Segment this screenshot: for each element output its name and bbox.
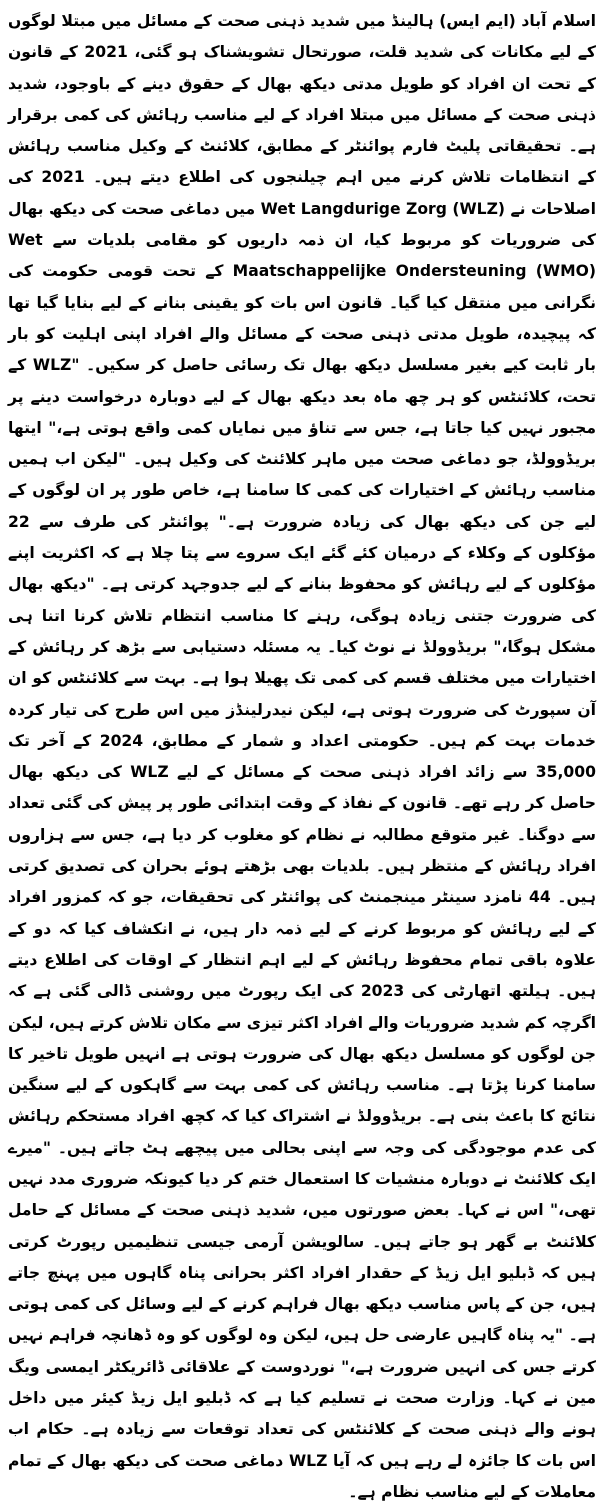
article-body: اسلام آباد (ایم ایس) ہالینڈ میں شدید ذہنی صحت کے مسائل میں مبتلا لوگوں کے لیے مکانات کی شدید قلت، صورتحال تشویشناک ہو گئی، 2021 کے قانون کے تحت ان افراد کو طویل مدتی دیکھ بھال کے حقوق دینے کے باوجود، شدید ذہنی صحت کے مسائل میں مبتلا افراد کے لیے مناسب رہائش کی کمی برقرار ہے۔ تحقیقاتی پلیٹ فارم پوائنٹر کے مطابق، کلائنٹ کے وکیل مناسب رہائش کے انتظامات تلاش کرنے میں اہم چیلنجوں کی اطلاع دیتے ہیں۔ 2021 کی اصلاحات نے Wet Langdurige Zorg (WLZ) میں دماغی صحت کی دیکھ بھال کی ضروریات کو مربوط کیا، ان ذمہ داریوں کو مقامی بلدیات سے Wet Maatschappelijke Ondersteuning (WMO) کے تحت قومی حکومت کی نگرانی میں منتقل کیا گیا۔ قانون اس بات کو یقینی بنانے کے لیے بنایا گیا تھا کہ پیچیدہ، طویل مدتی ذہنی صحت کے مسائل والے افراد اپنی اہلیت کو بار بار ثابت کیے بغیر مسلسل دیکھ بھال تک رسائی حاصل کر سکیں۔ "WLZ کے تحت، کلائنٹس کو ہر چھ ماہ بعد دیکھ بھال کے لیے دوبارہ درخواست دینے پر مجبور نہیں کیا جاتا ہے، جس سے تناؤ میں نمایاں کمی واقع ہوتی ہے،" ایتھا بریڈوولڈ، جو دماغی صحت میں ماہر کلائنٹ کی وکیل ہیں۔ "لیکن اب ہمیں مناسب رہائش کے اختیارات کی کمی کا سامنا ہے، خاص طور پر ان لوگوں کے لیے جن کی دیکھ بھال کی زیادہ ضرورت ہے۔" پوائنٹر کی طرف سے 22 مؤکلوں کے وکلاء کے درمیان کئے گئے ایک سروے سے پتا چلا ہے کہ اکثریت اپنے مؤکلوں کے لیے رہائش کو محفوظ بنانے کے لیے جدوجہد کرتی ہے۔ "دیکھ بھال کی ضرورت جتنی زیادہ ہوگی، رہنے کا مناسب انتظام تلاش کرنا اتنا ہی مشکل ہوگا،" بریڈوولڈ نے نوٹ کیا۔ یہ مسئلہ دستیابی سے بڑھ کر رہائش کے اختیارات میں مختلف قسم کی کمی تک پھیلا ہوا ہے۔ بہت سے کلائنٹس کو ان آن سپورٹ کی ضرورت ہوتی ہے، لیکن نیدرلینڈز میں اس طرح کی تیار کردہ خدمات بہت کم ہیں۔ حکومتی اعداد و شمار کے مطابق، 2024 کے آخر تک 35,000 سے زائد افراد ذہنی صحت کے مسائل کے لیے WLZ کی دیکھ بھال حاصل کر رہے تھے۔ قانون کے نفاذ کے وقت ابتدائی طور پر پیش کی گئی تعداد سے دوگنا۔ غیر متوقع مطالبہ نے نظام کو مغلوب کر دیا ہے، جس سے ہزاروں افراد رہائش کے منتظر ہیں۔ بلدیات بھی بڑھتے ہوئے بحران کی تصدیق کرتی ہیں۔ 44 نامزد سینٹر مینجمنٹ کی پوائنٹر کی تحقیقات، جو کہ کمزور افراد کے لیے رہائش کو مربوط کرنے کے لیے ذمہ دار ہیں، نے انکشاف کیا کہ دو کے علاوہ باقی تمام محفوظ رہائش کے لیے اہم انتظار کے اوقات کی اطلاع دیتے ہیں۔ ہیلتھ اتھارٹی کی 2023 کی ایک رپورٹ میں روشنی ڈالی گئی ہے کہ اگرچہ کم شدید ضروریات والے افراد اکثر تیزی سے مکان تلاش کرتے ہیں، لیکن جن لوگوں کو مسلسل دیکھ بھال کی ضرورت ہوتی ہے انہیں طویل تاخیر کا سامنا کرنا پڑتا ہے۔ مناسب رہائش کی کمی بہت سے گاہکوں کے لیے سنگین نتائج کا باعث بنی ہے۔ بریڈوولڈ نے اشتراک کیا کہ کچھ افراد مستحکم رہائش کی عدم موجودگی کی وجہ سے اپنی بحالی میں پیچھے ہٹ جاتے ہیں۔ "میرے ایک کلائنٹ نے دوبارہ منشیات کا استعمال ختم کر دیا کیونکہ ضروری مدد نہیں تھی،" اس نے کہا۔ بعض صورتوں میں، شدید ذہنی صحت کے مسائل کے حامل کلائنٹ بے گھر ہو جاتے ہیں۔ سالویشن آرمی جیسی تنظیمیں رپورٹ کرتی ہیں کہ ڈبلیو ایل زیڈ کے حقدار افراد اکثر بحرانی پناہ گاہوں میں پہنچ جاتے ہیں، جن کے پاس مناسب دیکھ بھال فراہم کرنے کے لیے وسائل کی کمی ہوتی ہے۔ "یہ پناہ گاہیں عارضی حل ہیں، لیکن وہ لوگوں کو وہ ڈھانچہ فراہم نہیں کرتے جس کی انہیں ضرورت ہے،" نوردوست کے علاقائی ڈائریکٹر ایمسی ویگ مین نے کہا۔ وزارت صحت نے تسلیم کیا ہے کہ ڈبلیو ایل زیڈ کیئر میں داخل ہونے والے ذہنی صحت کے کلائنٹس کی تعداد توقعات سے زیادہ ہے۔ حکام اب اس بات کا جائزہ لے رہے ہیں کہ آیا WLZ دماغی صحت کی دیکھ بھال کے تمام معاملات کے لیے مناسب نظام ہے۔ [8, 12, 596, 1501]
